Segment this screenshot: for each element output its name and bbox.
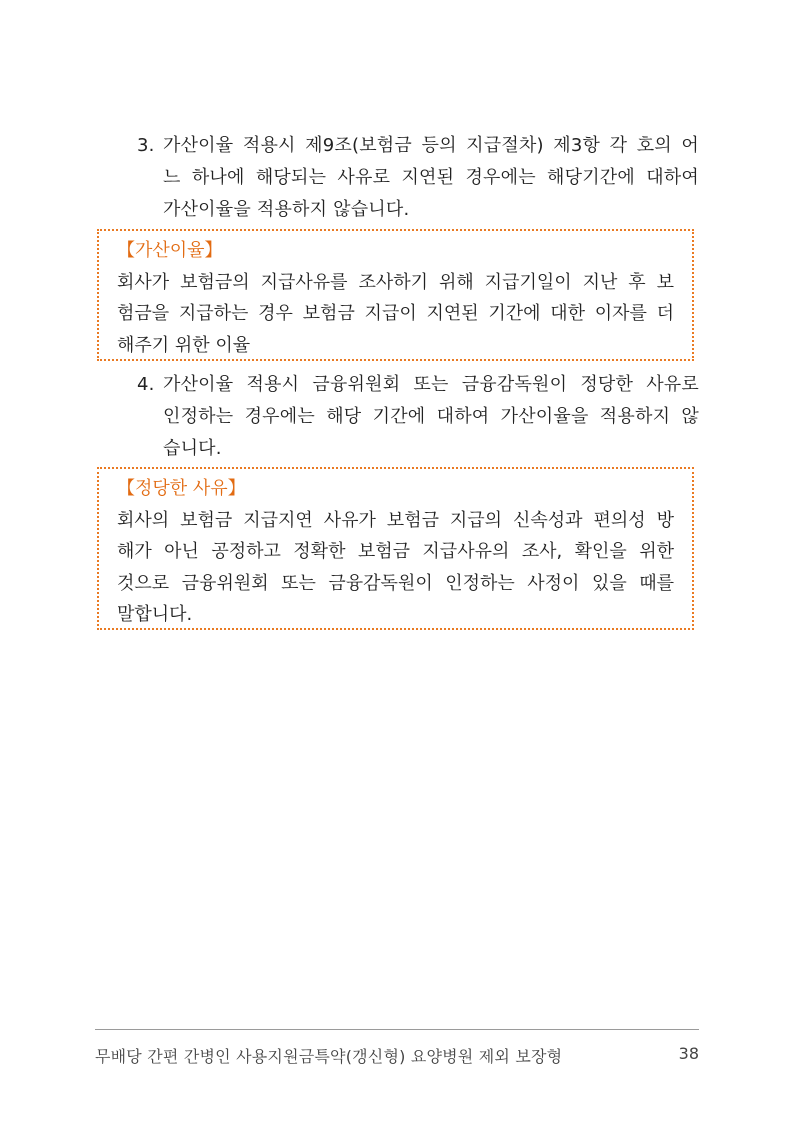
definition-title: 【가산이율】 [117,240,223,261]
clause-line: 가산이율 적용시 금융위원회 또는 금융감독원이 정당한 사유로 [163,374,699,395]
definition-line: 회사의 보험금 지급지연 사유가 보험금 지급의 신속성과 편의성 방 [117,509,674,531]
definition-line: 말합니다. [117,604,193,625]
clause-number: 3. [137,135,155,156]
clause-number: 4. [137,374,155,395]
definition-title: 【정당한 사유】 [117,478,246,499]
clause-line: 느 하나에 해당되는 사유로 지연된 경우에는 해당기간에 대하여 [163,167,699,188]
definition-box-interest-rate [97,229,694,361]
clause-line: 가산이율 적용시 제9조(보험금 등의 지급절차) 제3항 각 호의 어 [163,135,699,156]
clause-line: 가산이율을 적용하지 않습니다. [163,199,410,220]
clause-line: 인정하는 경우에는 해당 기간에 대하여 가산이율을 적용하지 않 [163,406,699,427]
definition-box-justifiable-reason [97,467,694,630]
definition-line: 회사가 보험금의 지급사유를 조사하기 위해 지급기일이 지난 후 보 [117,271,674,293]
definition-line: 해가 아닌 공정하고 정확한 보험금 지급사유의 조사, 확인을 위한 [117,541,674,562]
definition-line: 험금을 지급하는 경우 보험금 지급이 지연된 기간에 대한 이자를 더 [117,303,674,324]
page-number: 38 [678,1044,699,1063]
definition-line: 해주기 위한 이율 [117,334,251,356]
clause-line: 습니다. [163,438,222,459]
footer-document-title: 무배당 간편 간병인 사용지원금특약(갱신형) 요양병원 제외 보장형 [95,1047,563,1066]
definition-line: 것으로 금융위원회 또는 금융감독원이 인정하는 사정이 있을 때를 [117,572,674,594]
clause-item-3 [137,130,699,226]
footer-divider [95,1029,699,1030]
clause-item-4 [137,369,699,465]
